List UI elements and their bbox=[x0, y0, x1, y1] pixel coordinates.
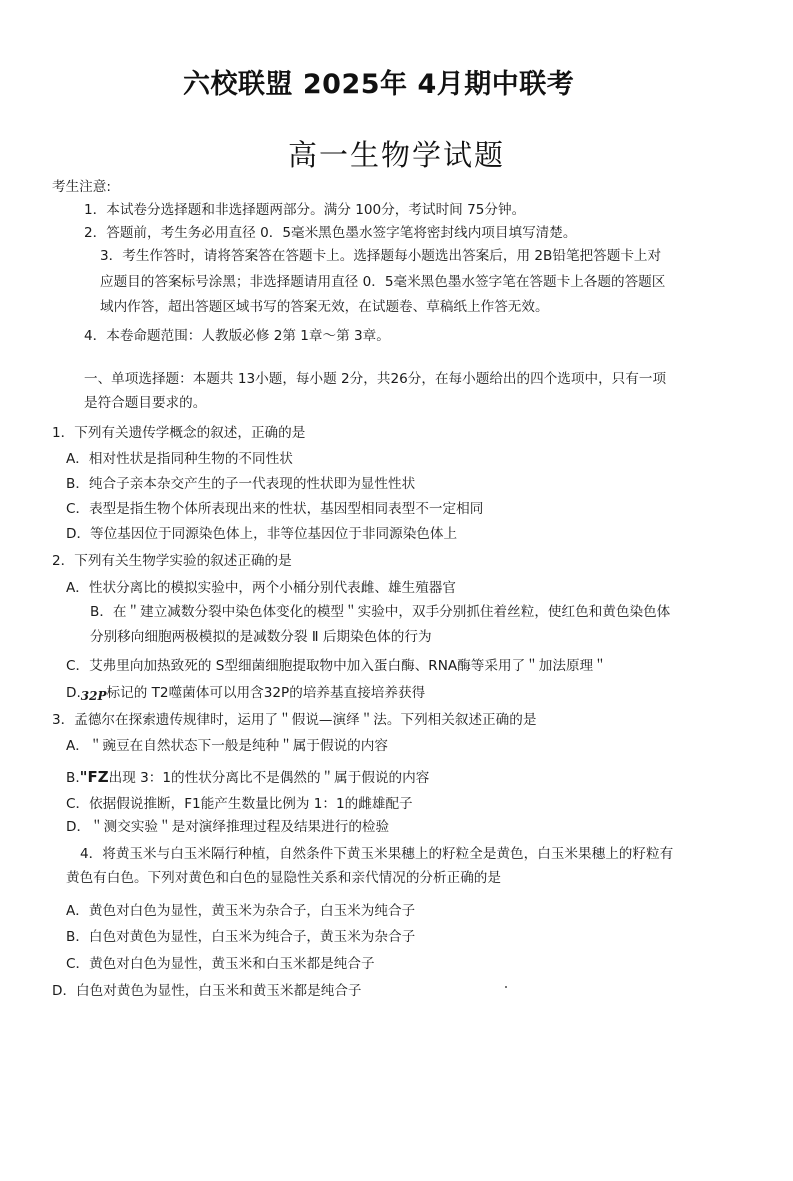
option-b-label: B. bbox=[66, 770, 80, 786]
exam-title: 六校联盟 2025年 4月期中联考 bbox=[183, 69, 575, 100]
option-b: B．白色对黄色为显性，白玉米为纯合子，黄玉米为杂合子 bbox=[66, 929, 416, 945]
notice-heading: 考生注意: bbox=[52, 179, 111, 195]
option-a: A．黄色对白色为显性，黄玉米为杂合子，白玉米为纯合子 bbox=[66, 903, 416, 919]
notice-item: 1．本试卷分选择题和非选择题两部分。满分 100分，考试时间 75分钟。 bbox=[84, 202, 526, 218]
scan-speck bbox=[505, 986, 507, 988]
option-c: C．表型是指生物个体所表现出来的性状，基因型相同表型不一定相同 bbox=[66, 501, 484, 517]
option-d: D．等位基因位于同源染色体上，非等位基因位于非同源染色体上 bbox=[66, 526, 458, 542]
section-instruction: 一、单项选择题：本题共 13小题，每小题 2分，共26分，在每小题给出的四个选项中，只有一项 bbox=[84, 371, 667, 387]
exam-subtitle: 高一生物学试题 bbox=[288, 138, 506, 172]
notice-item: 应题目的答案标号涂黑；非选择题请用直径 0．5毫米黑色墨水签字笔在答题卡上各题的答题区 bbox=[100, 274, 666, 290]
option-d-text: 标记的 T2噬菌体可以用含32P的培养基直接培养获得 bbox=[106, 685, 426, 701]
option-c: C．依据假说推断，F1能产生数量比例为 1：1的雌雄配子 bbox=[66, 796, 413, 812]
option-c: C．艾弗里向加热致死的 S型细菌细胞提取物中加入蛋白酶、RNA酶等采用了＂加法原理＂ bbox=[66, 658, 607, 674]
notice-item: 4．本卷命题范围：人教版必修 2第 1章～第 3章。 bbox=[84, 328, 390, 344]
section-instruction: 是符合题目要求的。 bbox=[84, 395, 207, 411]
question-stem: 3．孟德尔在探索遗传规律时，运用了＂假说—演绎＂法。下列相关叙述正确的是 bbox=[52, 712, 537, 728]
option-a: A．＂豌豆在自然状态下一般是纯种＂属于假说的内容 bbox=[66, 738, 388, 754]
option-b-mark: "FZ bbox=[79, 768, 109, 786]
option-d: D．＂测交实验＂是对演绎推理过程及结果进行的检验 bbox=[66, 819, 390, 835]
option-c: C．黄色对白色为显性，黄玉米和白玉米都是纯合子 bbox=[66, 956, 375, 972]
option-b-cont: 分别移向细胞两极模拟的是减数分裂 Ⅱ 后期染色体的行为 bbox=[90, 629, 432, 645]
question-stem: 2．下列有关生物学实验的叙述正确的是 bbox=[52, 553, 292, 569]
option-b: B．在＂建立减数分裂中染色体变化的模型＂实验中，双手分别抓住着丝粒，使红色和黄色染色体 bbox=[90, 604, 671, 620]
notice-item: 3．考生作答时，请将答案答在答题卡上。选择题每小题选出答案后，用 2B铅笔把答题卡上对 bbox=[100, 248, 662, 264]
option-b bbox=[66, 768, 429, 787]
option-b-text: 出现 3：1的性状分离比不是偶然的＂属于假说的内容 bbox=[108, 770, 430, 786]
option-d: D．白色对黄色为显性，白玉米和黄玉米都是纯合子 bbox=[52, 983, 362, 999]
option-b: B．纯合子亲本杂交产生的子一代表现的性状即为显性性状 bbox=[66, 476, 416, 492]
isotope-label: 32P bbox=[80, 689, 107, 703]
question-stem: 4．将黄玉米与白玉米隔行种植，自然条件下黄玉米果穗上的籽粒全是黄色，白玉米果穗上的籽粒有 bbox=[80, 846, 674, 862]
option-a: A．相对性状是指同种生物的不同性状 bbox=[66, 451, 293, 467]
notice-item: 2．答题前，考生务必用直径 0．5毫米黑色墨水签字笔将密封线内项目填写清楚。 bbox=[84, 225, 577, 241]
notice-item: 域内作答，超出答题区域书写的答案无效，在试题卷、草稿纸上作答无效。 bbox=[100, 299, 549, 315]
option-a: A．性状分离比的模拟实验中，两个小桶分别代表雌、雄生殖器官 bbox=[66, 580, 456, 596]
question-stem-cont: 黄色有白色。下列对黄色和白色的显隐性关系和亲代情况的分析正确的是 bbox=[66, 870, 501, 886]
question-stem: 1．下列有关遗传学概念的叙述，正确的是 bbox=[52, 425, 306, 441]
option-d bbox=[66, 684, 425, 702]
option-d-label: D. bbox=[66, 685, 81, 701]
